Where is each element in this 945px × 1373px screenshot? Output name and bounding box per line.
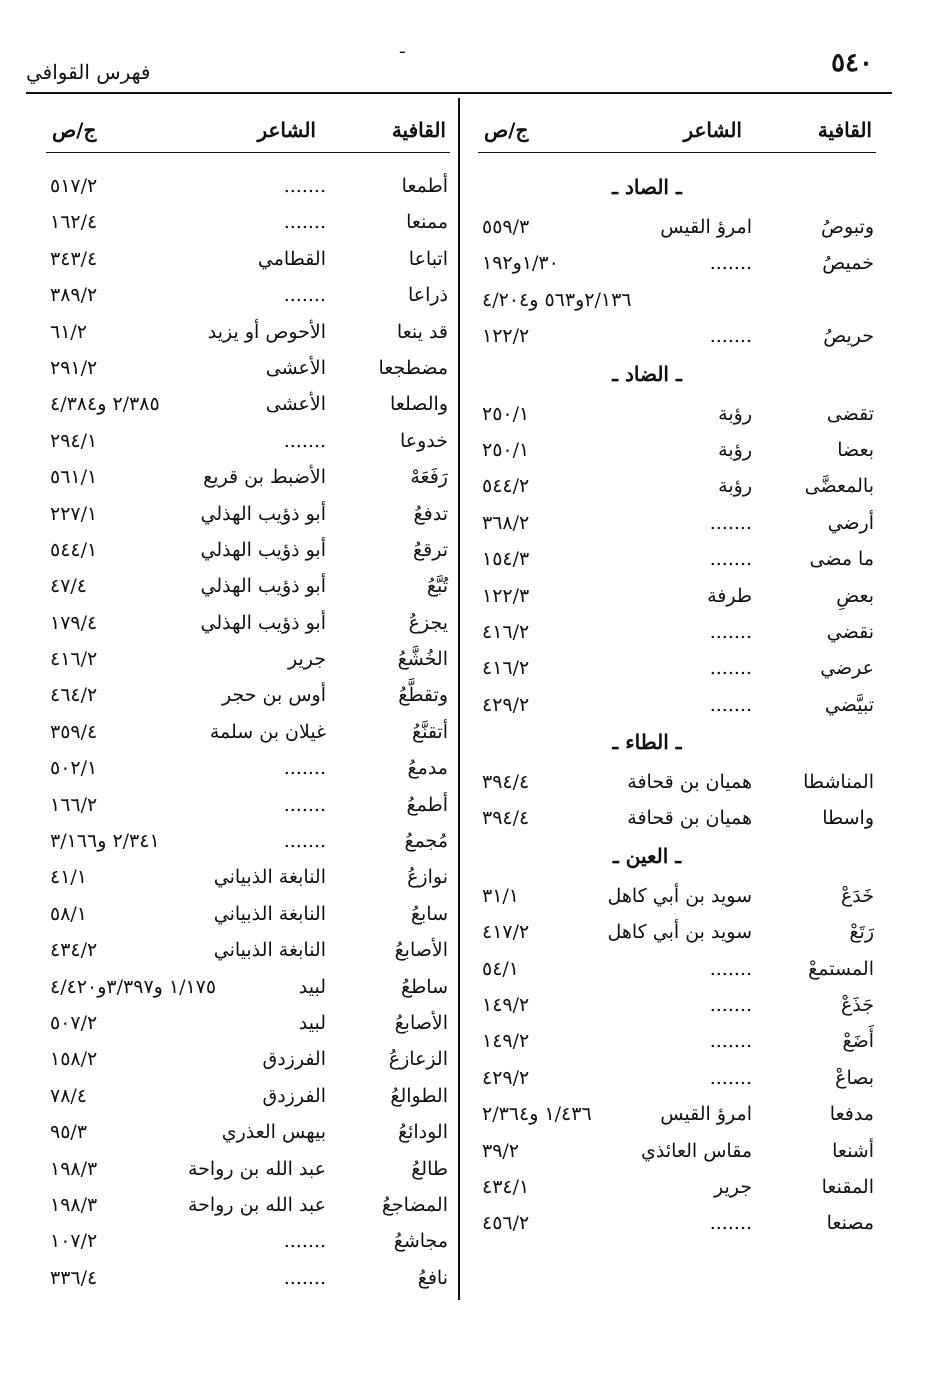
index-row (46, 608, 450, 644)
poet-name: ....... (709, 620, 752, 643)
index-row (478, 803, 876, 839)
rhyme-word: مجاشعُ (393, 1230, 448, 1253)
volume-page: ٢٢٧/١ (50, 502, 98, 525)
poet-name: رؤبة (718, 402, 752, 425)
index-row (478, 212, 876, 248)
volume-page: ٢٥٠/١ (482, 402, 530, 425)
rhyme-word: وتقطَّعُ (398, 684, 448, 707)
rhyme-word: الطوالعُ (390, 1084, 448, 1107)
rhyme-word: بالمعضَّى (804, 475, 874, 498)
poet-name: ....... (283, 757, 326, 780)
volume-page: ٣٩٤/٤ (482, 807, 530, 830)
volume-page: ٤١٦/٢ (482, 620, 530, 643)
rhyme-word: أطمعُ (406, 793, 448, 816)
index-row (478, 954, 876, 990)
section-label: ـ الصاد ـ (612, 175, 682, 199)
rhyme-word: الأصابعُ (394, 939, 448, 962)
index-row (478, 248, 876, 284)
volume-page: ١٦٢/٤ (50, 211, 98, 234)
section-heading (478, 358, 876, 399)
poet-name: ....... (709, 957, 752, 980)
poet-name: الأحوص أو يزيد (207, 320, 326, 343)
index-row (46, 862, 450, 898)
volume-page: ٥٤٤/٢ (482, 475, 530, 498)
rhyme-word: قد ينعا (396, 320, 448, 343)
volume-page: ٣٨٩/٢ (50, 284, 98, 307)
poet-name: أبو ذؤيب الهذلي (200, 538, 326, 561)
volume-page: ١٩٨/٣ (50, 1193, 98, 1216)
poet-name: الأضبط بن قريع (203, 466, 326, 489)
rhyme-word: اتباعا (408, 247, 448, 270)
poet-name: ....... (283, 175, 326, 197)
index-row (478, 767, 876, 803)
rhyme-word: حريصُ (823, 325, 874, 348)
index-row (46, 1190, 450, 1226)
index-row (46, 499, 450, 535)
left-header-rule (46, 152, 450, 153)
rhyme-word: ذراعا (407, 284, 448, 307)
volume-page: ٣٥٩/٤ (50, 720, 98, 743)
volume-page: ٣٩٤/٤ (482, 771, 530, 794)
index-row (46, 535, 450, 571)
header-rule (26, 92, 892, 94)
volume-page: ٢٩٤/١ (50, 429, 98, 452)
index-row (478, 990, 876, 1026)
volume-page: ٣٦٨/٢ (482, 511, 530, 534)
index-row (478, 1026, 876, 1062)
section-label: ـ الطاء ـ (612, 730, 682, 755)
index-row (46, 280, 450, 316)
section-heading (478, 726, 876, 767)
poet-name: ....... (283, 793, 326, 816)
poet-name: الفرزدق (262, 1084, 326, 1107)
poet-name: مقاس العائذي (641, 1139, 752, 1162)
index-row (46, 680, 450, 716)
qafiya-header: القافية (391, 118, 446, 142)
volume-page: ٥٠٢/١ (50, 757, 98, 780)
rhyme-word: الزعازعُ (388, 1048, 448, 1071)
poet-name: هميان بن قحافة (627, 771, 752, 794)
index-row (478, 690, 876, 726)
rhyme-word: والصلعا (390, 393, 448, 416)
index-row (46, 972, 450, 1008)
index-row (46, 1117, 450, 1153)
poet-name: غيلان بن سلمة (209, 720, 326, 743)
rhyme-word: المستمعْ (808, 957, 874, 980)
rhyme-word: ساطعُ (401, 975, 448, 998)
rhyme-word: أرضي (827, 511, 874, 534)
section-heading (478, 171, 876, 212)
index-row (46, 1226, 450, 1262)
volume-page: ١/١٧٥ و٣/٣٩٧و٤/٤٢٠ (50, 975, 217, 998)
poet-name: رؤبة (718, 438, 752, 461)
volume-page: ٩٥/٣ (50, 1121, 88, 1144)
poet-header: الشاعر (683, 118, 742, 142)
index-row (46, 1008, 450, 1044)
volume-page: ٤٣٤/١ (482, 1175, 530, 1198)
poet-name: أوس بن حجر (222, 684, 326, 707)
rhyme-word: أطمعا (401, 175, 448, 197)
index-row (46, 1044, 450, 1080)
section-label: ـ الضاد ـ (612, 361, 682, 386)
poet-name: رؤبة (718, 475, 752, 498)
index-row (478, 1136, 876, 1172)
poet-name: ....... (709, 657, 752, 680)
qafiya-header: القافية (817, 118, 872, 142)
volume-page: ١٤٩/٢ (482, 1030, 530, 1053)
volume-page: ٢٩١/٢ (50, 356, 98, 379)
rhyme-word: سابعُ (410, 902, 448, 925)
volume-page: ٢/٣٨٥ و٤/٣٨٤ (50, 393, 160, 416)
rhyme-word: ممنعا (406, 211, 448, 234)
rhyme-word: جَذَعْ (840, 994, 874, 1017)
volume-page: ٤١٧/٢ (482, 921, 530, 944)
top-mark: ـ (400, 38, 405, 57)
volume-page: ٥٥٩/٣ (482, 216, 530, 238)
rhyme-word: خميصُ (822, 252, 874, 275)
volume-page: ١٥٨/٢ (50, 1048, 98, 1071)
volume-page: ٤٧/٤ (50, 575, 88, 598)
volume-page: ٢/١٣٦و٥٦٣ و٤/٢٠٤ (482, 288, 632, 311)
poet-name: عبد الله بن رواحة (187, 1157, 326, 1180)
left-column (46, 112, 450, 1299)
poet-name: الأعشى (265, 356, 326, 379)
poet-name: ....... (709, 1030, 752, 1053)
poet-name: امرؤ القيس (660, 216, 752, 238)
index-row (46, 935, 450, 971)
rhyme-word: يجزعُ (408, 611, 448, 634)
index-row (478, 1208, 876, 1244)
rhyme-word: رَتَعْ (849, 921, 874, 944)
rhyme-word: الأصابعُ (394, 1011, 448, 1034)
index-row (46, 899, 450, 935)
poet-name: ....... (709, 548, 752, 571)
poet-name: ....... (283, 284, 326, 307)
rhyme-word: تُبَّعُ (426, 575, 448, 598)
index-row (46, 644, 450, 680)
rhyme-word: نوازعُ (407, 866, 448, 889)
rhyme-word: نافعُ (417, 1266, 448, 1289)
volume-page: ٣٩/٢ (482, 1139, 520, 1162)
index-row (46, 1154, 450, 1190)
rhyme-word: تقضى (826, 402, 874, 425)
rhyme-word: بعضا (837, 438, 874, 461)
poet-name: ....... (283, 429, 326, 452)
poet-name: امرؤ القيس (660, 1103, 752, 1126)
poet-name: لبيد (298, 975, 326, 998)
page-number: ٥٤٠ (831, 48, 873, 78)
index-row (478, 435, 876, 471)
volume-page: ٤١/١ (50, 866, 88, 889)
volume-page: ٤٦٤/٢ (50, 684, 98, 707)
rhyme-word: بصاعْ (835, 1066, 874, 1089)
poet-name: ....... (283, 1266, 326, 1289)
volume-page: ٤١٦/٢ (482, 657, 530, 680)
volume-page: ١٧٩/٤ (50, 611, 98, 634)
rhyme-word: بعضِ (836, 584, 874, 607)
index-row (478, 285, 876, 321)
volume-page: ٥٤/١ (482, 957, 520, 980)
poet-name: ....... (283, 1230, 326, 1253)
index-row (46, 244, 450, 280)
rhyme-word: واسطا (822, 807, 874, 830)
volume-page: ٤١٦/٢ (50, 648, 98, 671)
rhyme-word: أشنعا (832, 1139, 874, 1162)
rhyme-word: عرضي (820, 657, 874, 680)
rhyme-word: مضطجعا (378, 356, 448, 379)
index-row (478, 1099, 876, 1135)
volume-page: ٣١/١ (482, 884, 520, 907)
poet-header: الشاعر (257, 118, 316, 142)
poet-name: لبيد (298, 1011, 326, 1034)
rhyme-word: المقنعا (821, 1175, 874, 1198)
volume-page: ٧٨/٤ (50, 1084, 88, 1107)
index-row (46, 389, 450, 425)
poet-name: ....... (709, 1212, 752, 1235)
index-row (46, 571, 450, 607)
index-row (478, 917, 876, 953)
rhyme-word: أتقنَّعُ (411, 720, 448, 743)
right-column-body (478, 171, 876, 1245)
volume-page: ١/٣٠و١٩٢ (482, 252, 559, 275)
index-row (478, 881, 876, 917)
section-heading (478, 840, 876, 881)
left-column-header (46, 112, 450, 152)
poet-name: الفرزدق (262, 1048, 326, 1071)
poet-name: طرفة (707, 584, 752, 607)
poet-name: أبو ذؤيب الهذلي (200, 611, 326, 634)
volume-page: ٢٥٠/١ (482, 438, 530, 461)
rhyme-word: مدمعُ (407, 757, 448, 780)
index-row (478, 544, 876, 580)
poet-name: ....... (709, 252, 752, 275)
poet-name: ....... (709, 994, 752, 1017)
poet-name: أبو ذؤيب الهذلي (200, 502, 326, 525)
rhyme-word: طالعُ (411, 1157, 448, 1180)
volume-page: ٥٨/١ (50, 902, 88, 925)
index-row (478, 617, 876, 653)
index-row (478, 653, 876, 689)
poet-name: النابغة الذبياني (213, 902, 326, 925)
volume-page: ١٥٤/٣ (482, 548, 530, 571)
poet-name: ....... (283, 830, 326, 853)
volume-page: ٣٤٣/٤ (50, 247, 98, 270)
rhyme-word: مدفعا (829, 1103, 874, 1126)
rhyme-word: وتبوصُ (821, 216, 874, 238)
volume-page: ٣٣٦/٤ (50, 1266, 98, 1289)
poet-name: الأعشى (265, 393, 326, 416)
volume-page: ٦١/٢ (50, 320, 88, 343)
poet-name: سويد بن أبي كاهل (607, 884, 752, 907)
index-row (46, 353, 450, 389)
rhyme-word: الودائعُ (397, 1121, 448, 1144)
left-column-body (46, 171, 450, 1299)
index-row (46, 753, 450, 789)
rhyme-word: المضاجعُ (381, 1193, 448, 1216)
volume-page: ٤٥٦/٢ (482, 1212, 530, 1235)
rhyme-word: المناشطا (803, 771, 874, 794)
poet-name: جرير (714, 1175, 752, 1198)
ref-header: ج/ص (484, 118, 529, 142)
column-divider (458, 98, 460, 1300)
rhyme-word: نقضي (826, 620, 874, 643)
index-row (478, 471, 876, 507)
index-row (46, 1263, 450, 1299)
volume-page: ٤٢٩/٢ (482, 693, 530, 716)
index-row (46, 426, 450, 462)
index-row (46, 826, 450, 862)
volume-page: ٤٢٩/٢ (482, 1066, 530, 1089)
volume-page: ١٠٧/٢ (50, 1230, 98, 1253)
poet-name: هميان بن قحافة (627, 807, 752, 830)
running-title: فهرس القوافي (26, 60, 151, 84)
poet-name: النابغة الذبياني (213, 866, 326, 889)
rhyme-word: خَدَعْ (840, 884, 874, 907)
index-row (478, 508, 876, 544)
index-row (46, 717, 450, 753)
right-header-rule (478, 152, 876, 153)
index-row (478, 1063, 876, 1099)
rhyme-word: مُجمعُ (404, 830, 448, 853)
rhyme-word: ترقعُ (413, 538, 448, 561)
rhyme-word: تدفعُ (413, 502, 448, 525)
volume-page: ٤٣٤/٢ (50, 939, 98, 962)
volume-page: ٥٠٧/٢ (50, 1011, 98, 1034)
poet-name: سويد بن أبي كاهل (607, 921, 752, 944)
volume-page: ٥٦١/١ (50, 466, 98, 489)
poet-name: أبو ذؤيب الهذلي (200, 575, 326, 598)
right-column-header (478, 112, 876, 152)
volume-page: ١/٤٣٦ و٢/٣٦٤ (482, 1103, 592, 1126)
index-row (46, 317, 450, 353)
poet-name: بيهس العذري (221, 1121, 326, 1144)
rhyme-word: الخُشَّعُ (397, 648, 448, 671)
index-row (46, 207, 450, 243)
index-row (46, 462, 450, 498)
volume-page: ١٩٨/٣ (50, 1157, 98, 1180)
poet-name: القطامي (257, 247, 326, 270)
rhyme-word: مصنعا (826, 1212, 874, 1235)
volume-page: ١٢٢/٣ (482, 584, 530, 607)
index-row (478, 581, 876, 617)
index-row (478, 1172, 876, 1208)
section-label: ـ العين ـ (612, 843, 682, 868)
poet-name: ....... (709, 1066, 752, 1089)
volume-page: ١٦٦/٢ (50, 793, 98, 816)
volume-page: ٢/٣٤١ و٣/١٦٦ (50, 830, 160, 853)
poet-name: عبد الله بن رواحة (187, 1193, 326, 1216)
poet-name: ....... (709, 511, 752, 534)
poet-name: ....... (283, 211, 326, 234)
volume-page: ٥١٧/٢ (50, 175, 98, 197)
poet-name: ....... (709, 325, 752, 348)
poet-name: جرير (288, 648, 326, 671)
index-row (46, 790, 450, 826)
right-column (478, 112, 876, 1245)
rhyme-word: خدوعا (399, 429, 448, 452)
ref-header: ج/ص (52, 118, 97, 142)
rhyme-word: ما مضى (809, 548, 874, 571)
rhyme-word: رَفَعَهْ (410, 466, 448, 489)
index-row (478, 399, 876, 435)
volume-page: ٥٤٤/١ (50, 538, 98, 561)
poet-name: ....... (709, 693, 752, 716)
rhyme-word: تبيَّضي (824, 693, 874, 716)
index-row (46, 1081, 450, 1117)
volume-page: ١٤٩/٢ (482, 994, 530, 1017)
index-row (46, 171, 450, 207)
poet-name: النابغة الذبياني (213, 939, 326, 962)
rhyme-word: أَضَعْ (842, 1030, 874, 1053)
index-row (478, 321, 876, 357)
volume-page: ١٢٢/٢ (482, 325, 530, 348)
